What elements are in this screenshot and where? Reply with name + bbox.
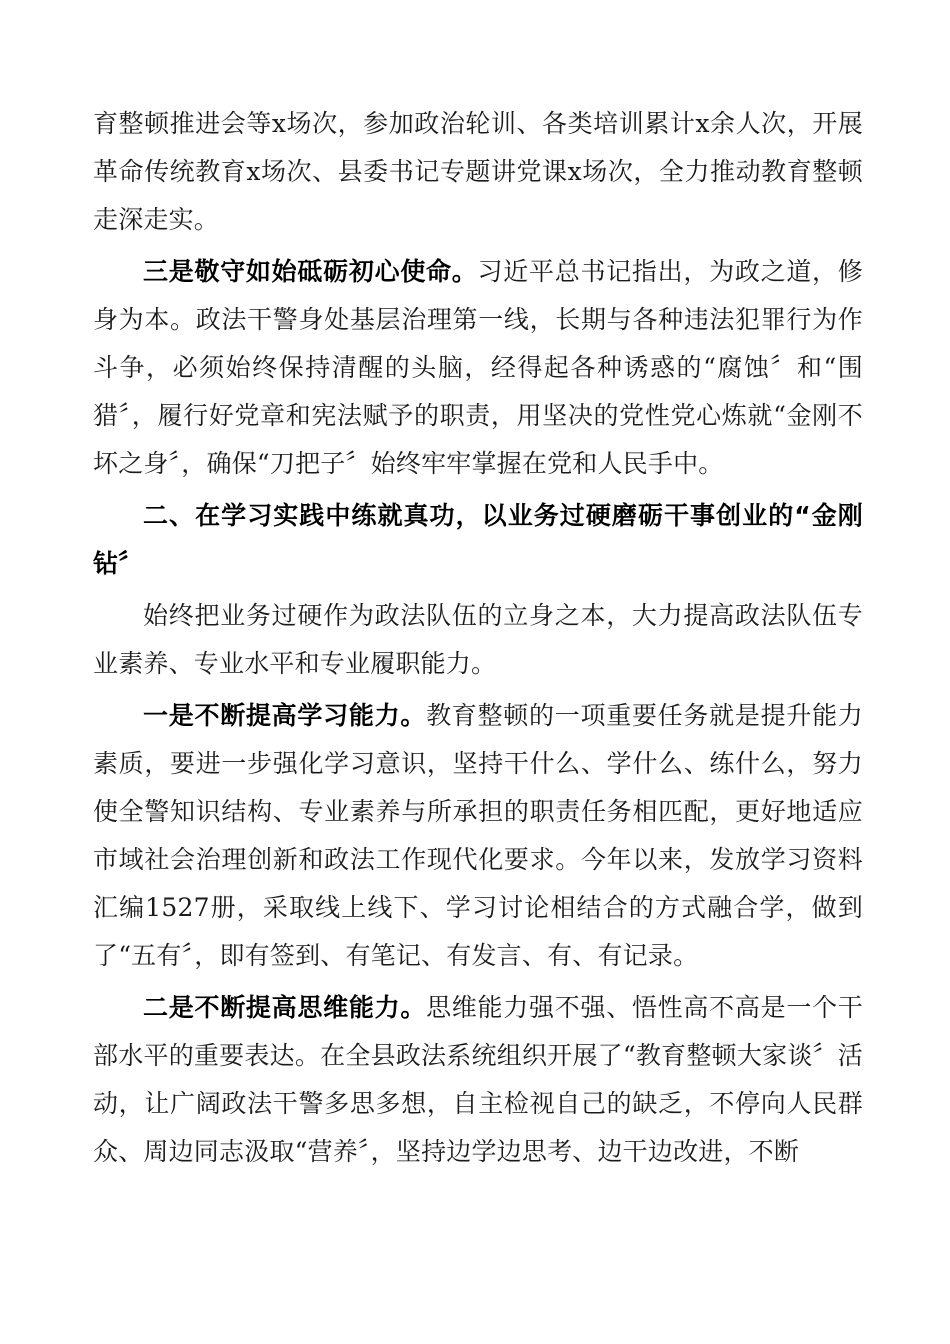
paragraph-section-3 bbox=[93, 248, 863, 488]
document-body bbox=[93, 100, 863, 1180]
section-heading-2: 二、在学习实践中练就真功，以业务过硬磨砺干事创业的“金刚钻〞 bbox=[93, 501, 863, 578]
paragraph-continuation bbox=[93, 100, 863, 244]
paragraph-point-1 bbox=[93, 692, 863, 980]
paragraph-text: 思维能力强不强、悟性高不高是一个干部水平的重要表达。在全县政法系统组织开展了“教育整顿大家谈〞活动，让广阔政法干警多思多想，自主检视自己的缺乏，不停向人民群众、周边同志汲取“营养〞，坚持边学边思考、边干边改进，不断 bbox=[93, 993, 864, 1166]
paragraph-text: 育整顿推进会等x场次，参加政治轮训、各类培训累计x余人次，开展革命传统教育x场次、县委书记专题讲党课x场次，全力推动教育整顿走深走实。 bbox=[93, 109, 863, 234]
paragraph-text: 教育整顿的一项重要任务就是提升能力素质，要进一步强化学习意识，坚持干什么、学什么、练什么，努力使全警知识结构、专业素养与所承担的职责任务相匹配，更好地适应市域社会治理创新和政法工作现代化要求。今年以来，发放学习资料汇编1527册，采取线上线下、学习讨论相结合的方式融合学，做到了“五有〞，即有签到、有笔记、有发言、有、有记录。 bbox=[93, 701, 864, 970]
paragraph-text: 习近平总书记指出，为政之道，修身为本。政法干警身处基层治理第一线，长期与各种违法犯罪行为作斗争，必须始终保持清醒的头脑，经得起各种诱惑的“腐蚀〞和“围猎〞，履行好党章和宪法赋予的职责，用坚决的党性党心炼就“金刚不坏之身〞，确保“刀把子〞始终牢牢掌握在党和人民手中。 bbox=[93, 257, 863, 478]
paragraph-text: 始终把业务过硬作为政法队伍的立身之本，大力提高政法队伍专业素养、专业水平和专业履职能力。 bbox=[93, 601, 863, 678]
paragraph-intro bbox=[93, 592, 863, 688]
paragraph-lead: 三是敬守如始砥砺初心使命。 bbox=[143, 257, 478, 286]
paragraph-lead: 二是不断提高思维能力。 bbox=[143, 993, 427, 1022]
paragraph-point-2 bbox=[93, 984, 863, 1176]
paragraph-lead: 一是不断提高学习能力。 bbox=[143, 701, 427, 730]
